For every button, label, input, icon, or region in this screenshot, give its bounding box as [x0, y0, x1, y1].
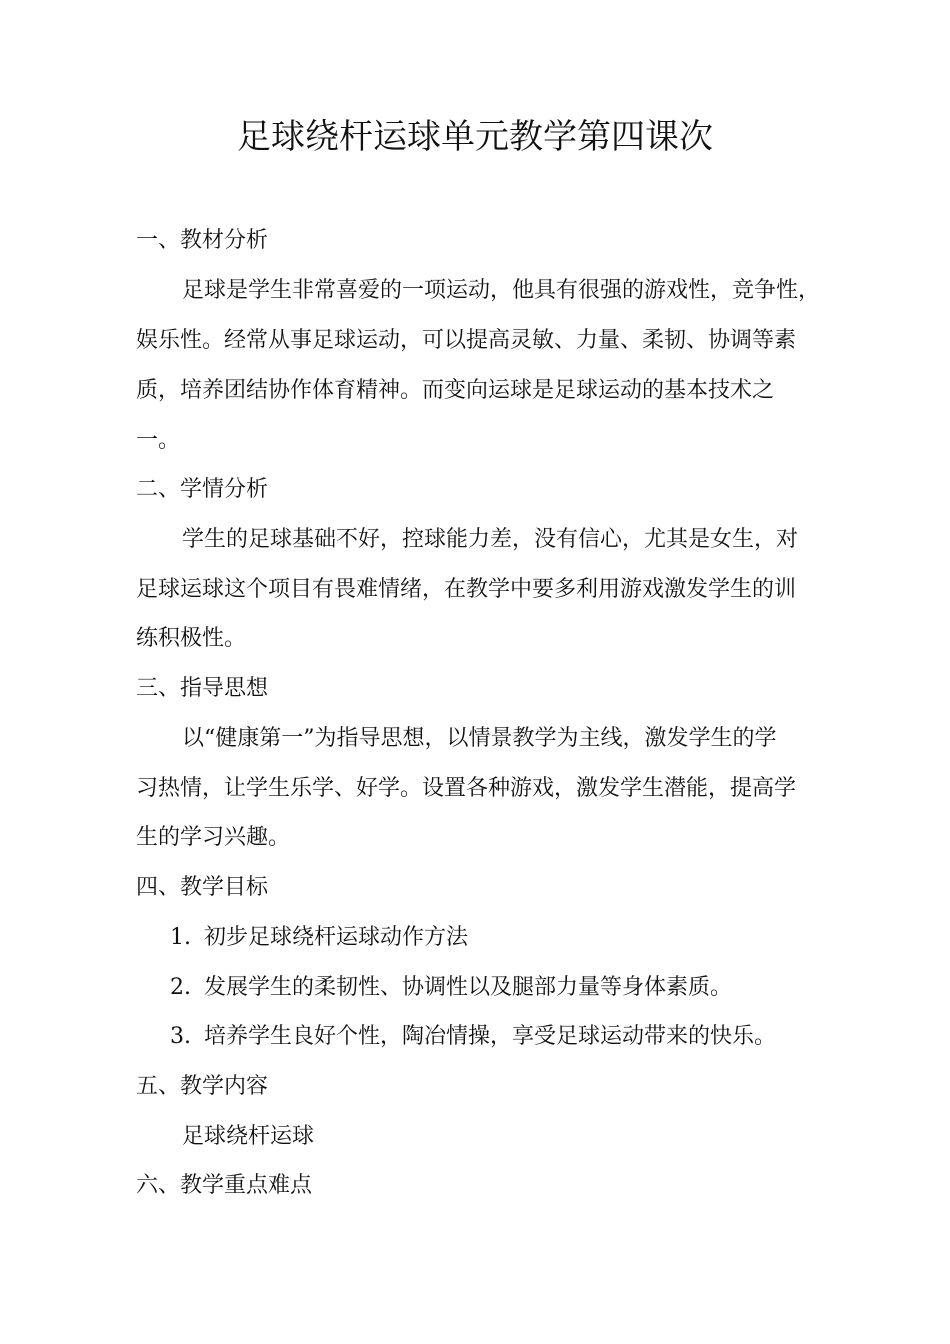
section-heading-key-difficulties: 六、教学重点难点 — [136, 1173, 313, 1198]
paragraph-line: 生的学习兴趣。 — [136, 825, 291, 850]
paragraph-line: 娱乐性。经常从事足球运动，可以提高灵敏、力量、柔韧、协调等素 — [136, 328, 797, 353]
document-title: 足球绕杆运球单元教学第四课次 — [237, 117, 713, 157]
list-item-number: 3. — [170, 1024, 191, 1049]
paragraph-line: 足球绕杆运球 — [182, 1124, 315, 1149]
section-heading-student-analysis: 二、学情分析 — [136, 477, 269, 502]
paragraph-line: 学生的足球基础不好，控球能力差，没有信心，尤其是女生，对 — [182, 527, 799, 552]
paragraph-line: 足球是学生非常喜爱的一项运动，他具有很强的游戏性，竞争性， — [182, 278, 821, 303]
paragraph-line: 以“健康第一”为指导思想，以情景教学为主线，激发学生的学 — [182, 726, 777, 751]
paragraph-line: 练积极性。 — [136, 626, 247, 651]
list-item: 发展学生的柔韧性、协调性以及腿部力量等身体素质。 — [204, 975, 733, 1000]
section-heading-guiding-ideology: 三、指导思想 — [136, 676, 269, 701]
paragraph-line: 一。 — [136, 428, 181, 453]
list-item-number: 1. — [170, 925, 191, 950]
section-heading-teaching-content: 五、教学内容 — [136, 1074, 269, 1099]
list-item: 培养学生良好个性，陶冶情操，享受足球运动带来的快乐。 — [204, 1024, 777, 1049]
paragraph-line: 习热情，让学生乐学、好学。设置各种游戏，激发学生潜能，提高学 — [136, 776, 797, 801]
list-item-number: 2. — [170, 975, 191, 1000]
list-item: 初步足球绕杆运球动作方法 — [204, 925, 469, 950]
paragraph-line: 足球运球这个项目有畏难情绪，在教学中要多利用游戏激发学生的训 — [136, 577, 797, 602]
section-heading-teaching-material: 一、教材分析 — [136, 228, 269, 253]
section-heading-teaching-objectives: 四、教学目标 — [136, 875, 269, 900]
paragraph-line: 质，培养团结协作体育精神。而变向运球是足球运动的基本技术之 — [136, 378, 775, 403]
